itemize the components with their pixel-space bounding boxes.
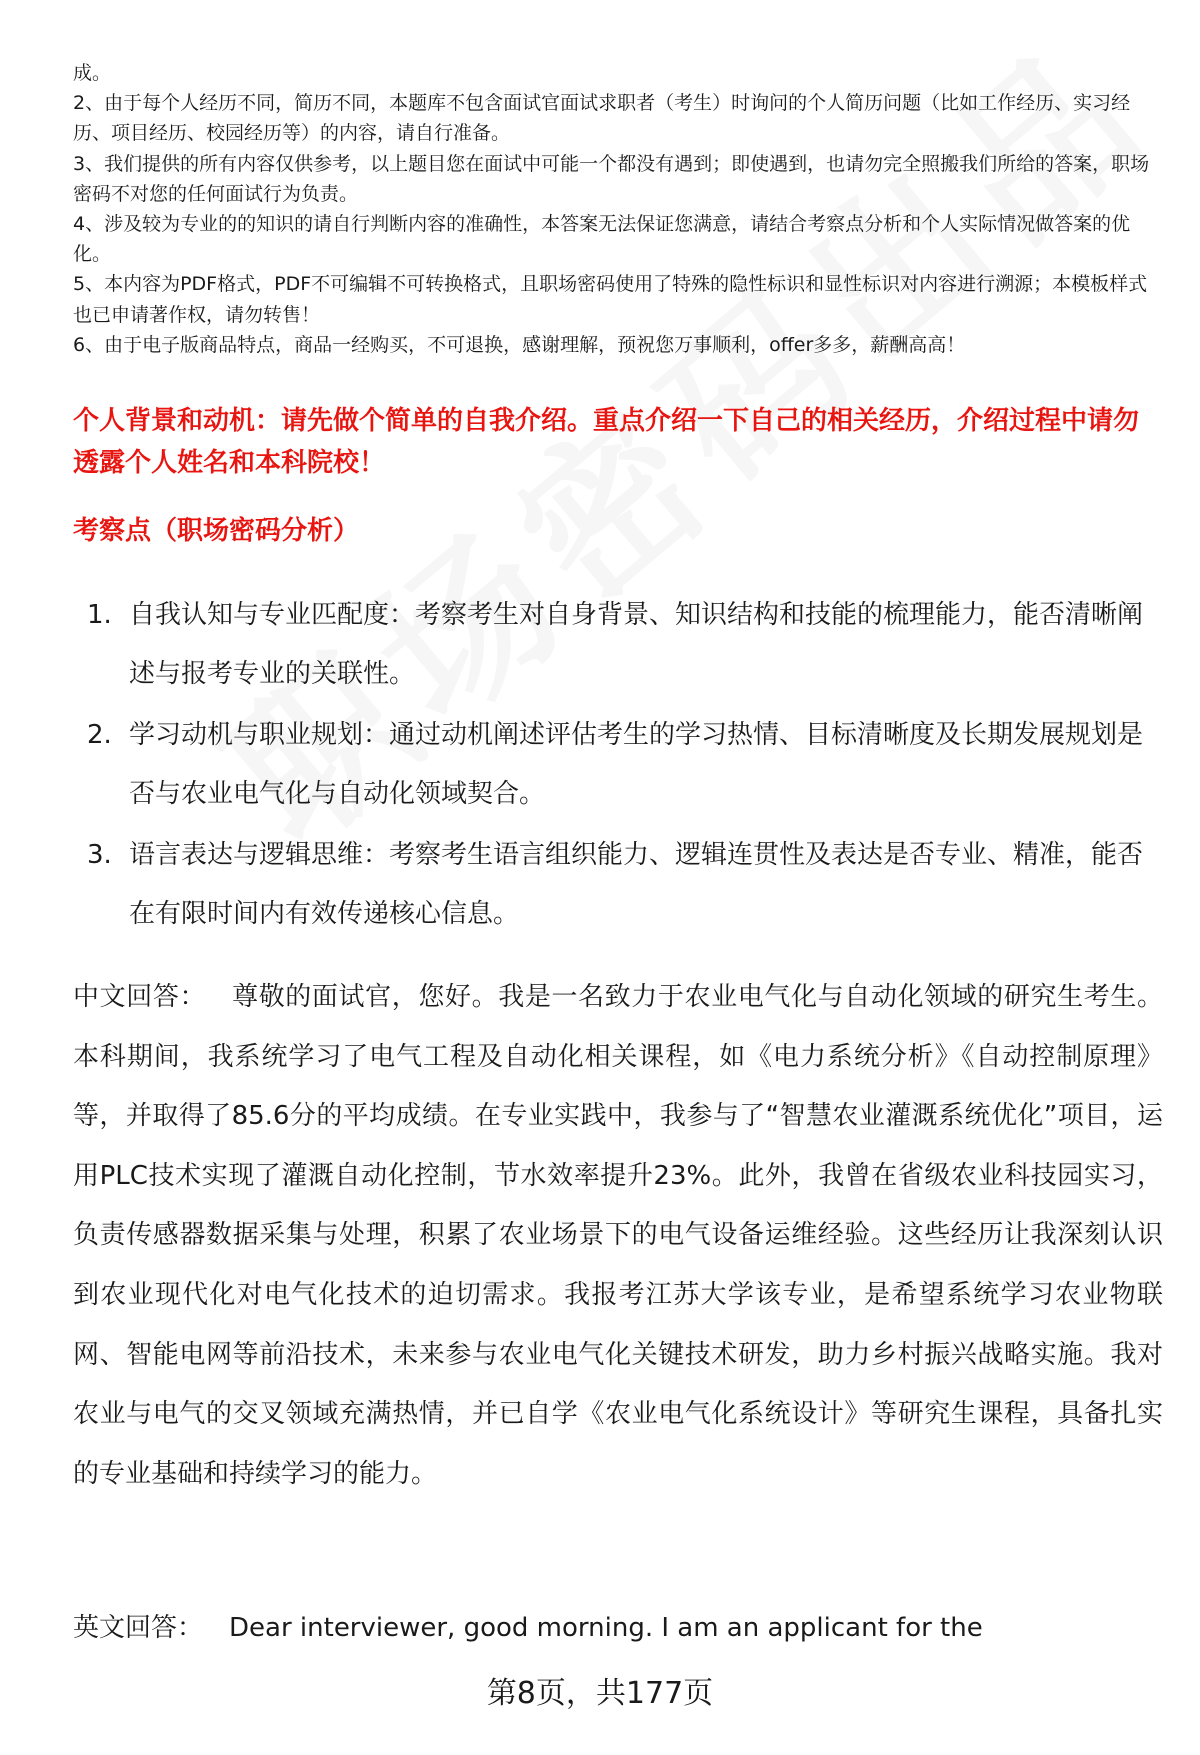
chinese-answer-text: 尊敬的面试官，您好。我是一名致力于农业电气化与自动化领域的研究生考生。本科期间，我系统学习了电气工程及自动化相关课程，如《电力系统分析》《自动控制原理》等，并取得了85.6分的平均成绩。在专业实践中，我参与了“智慧农业灌溉系统优化”项目，运用PLC技术实现了灌溉自动化控制，节水效率提升23%。此外，我曾在省级农业科技园实习，负责传感器数据采集与处理，积累了农业场景下的电气设备运维经验。这些经历让我深刻认识到农业现代化对电气化技术的迫切需求。我报考江苏大学该专业，是希望系统学习农业物联网、智能电网等前沿技术，未来参与农业电气化关键技术研发，助力乡村振兴战略实施。我对农业与电气的交叉领域充满热情，并已自学《农业电气化系统设计》等研究生课程，具备扎实的专业基础和持续学习的能力。 bbox=[73, 982, 1163, 1489]
key-points-title: 考察点（职场密码分析） bbox=[73, 516, 360, 546]
note-line: 5、本内容为PDF格式，PDF不可编辑不可转换格式，且职场密码使用了特殊的隐性标识和显性标识对内容进行溯源；本模板样式也已申请著作权，请勿转售！ bbox=[73, 273, 1148, 326]
key-point-number: 3. bbox=[87, 840, 112, 870]
key-point-text: 学习动机与职业规划：通过动机阐述评估考生的学习热情、目标清晰度及长期发展规划是否与农业电气化与自动化领域契合。 bbox=[129, 720, 1144, 809]
key-point-item bbox=[73, 586, 1163, 704]
chinese-answer bbox=[73, 968, 1163, 1504]
key-point-text: 语言表达与逻辑思维：考察考生语言组织能力、逻辑连贯性及表达是否专业、精准，能否在有限时间内有效传递核心信息。 bbox=[129, 840, 1144, 929]
page-footer: 第8页，共177页 bbox=[486, 1676, 714, 1711]
key-point-text: 自我认知与专业匹配度：考察考生对自身背景、知识结构和技能的梳理能力，能否清晰阐述与报考专业的关联性。 bbox=[129, 600, 1144, 689]
english-answer-text: Dear interviewer, good morning. I am an applicant for the bbox=[229, 1613, 983, 1643]
key-point-item bbox=[73, 826, 1163, 944]
question-title: 个人背景和动机：请先做个简单的自我介绍。重点介绍一下自己的相关经历，介绍过程中请勿透露个人姓名和本科院校！ bbox=[73, 406, 1140, 478]
key-point-number: 2. bbox=[87, 720, 112, 750]
note-line: 3、我们提供的所有内容仅供参考，以上题目您在面试中可能一个都没有遇到；即使遇到，也请勿完全照搬我们所给的答案，职场密码不对您的任何面试行为负责。 bbox=[73, 152, 1150, 205]
key-point-item bbox=[73, 706, 1163, 824]
english-answer-label: 英文回答： bbox=[73, 1613, 204, 1643]
note-line: 2、由于每个人经历不同，简历不同，本题库不包含面试官面试求职者（考生）时询问的个人简历问题（比如工作经历、实习经历、项目经历、校园经历等）的内容，请自行准备。 bbox=[73, 92, 1131, 145]
note-line: 4、涉及较为专业的的知识的请自行判断内容的准确性，本答案无法保证您满意，请结合考察点分析和个人实际情况做答案的优化。 bbox=[73, 213, 1131, 266]
english-answer bbox=[73, 1598, 1163, 1658]
key-points-list bbox=[73, 586, 1163, 946]
notes-section bbox=[73, 58, 1163, 360]
chinese-answer-label: 中文回答： bbox=[73, 982, 207, 1012]
note-line: 成。 bbox=[73, 62, 112, 84]
key-point-number: 1. bbox=[87, 600, 112, 630]
note-line: 6、由于电子版商品特点，商品一经购买，不可退换，感谢理解，预祝您万事顺利，offer多多，薪酬高高！ bbox=[73, 333, 966, 356]
